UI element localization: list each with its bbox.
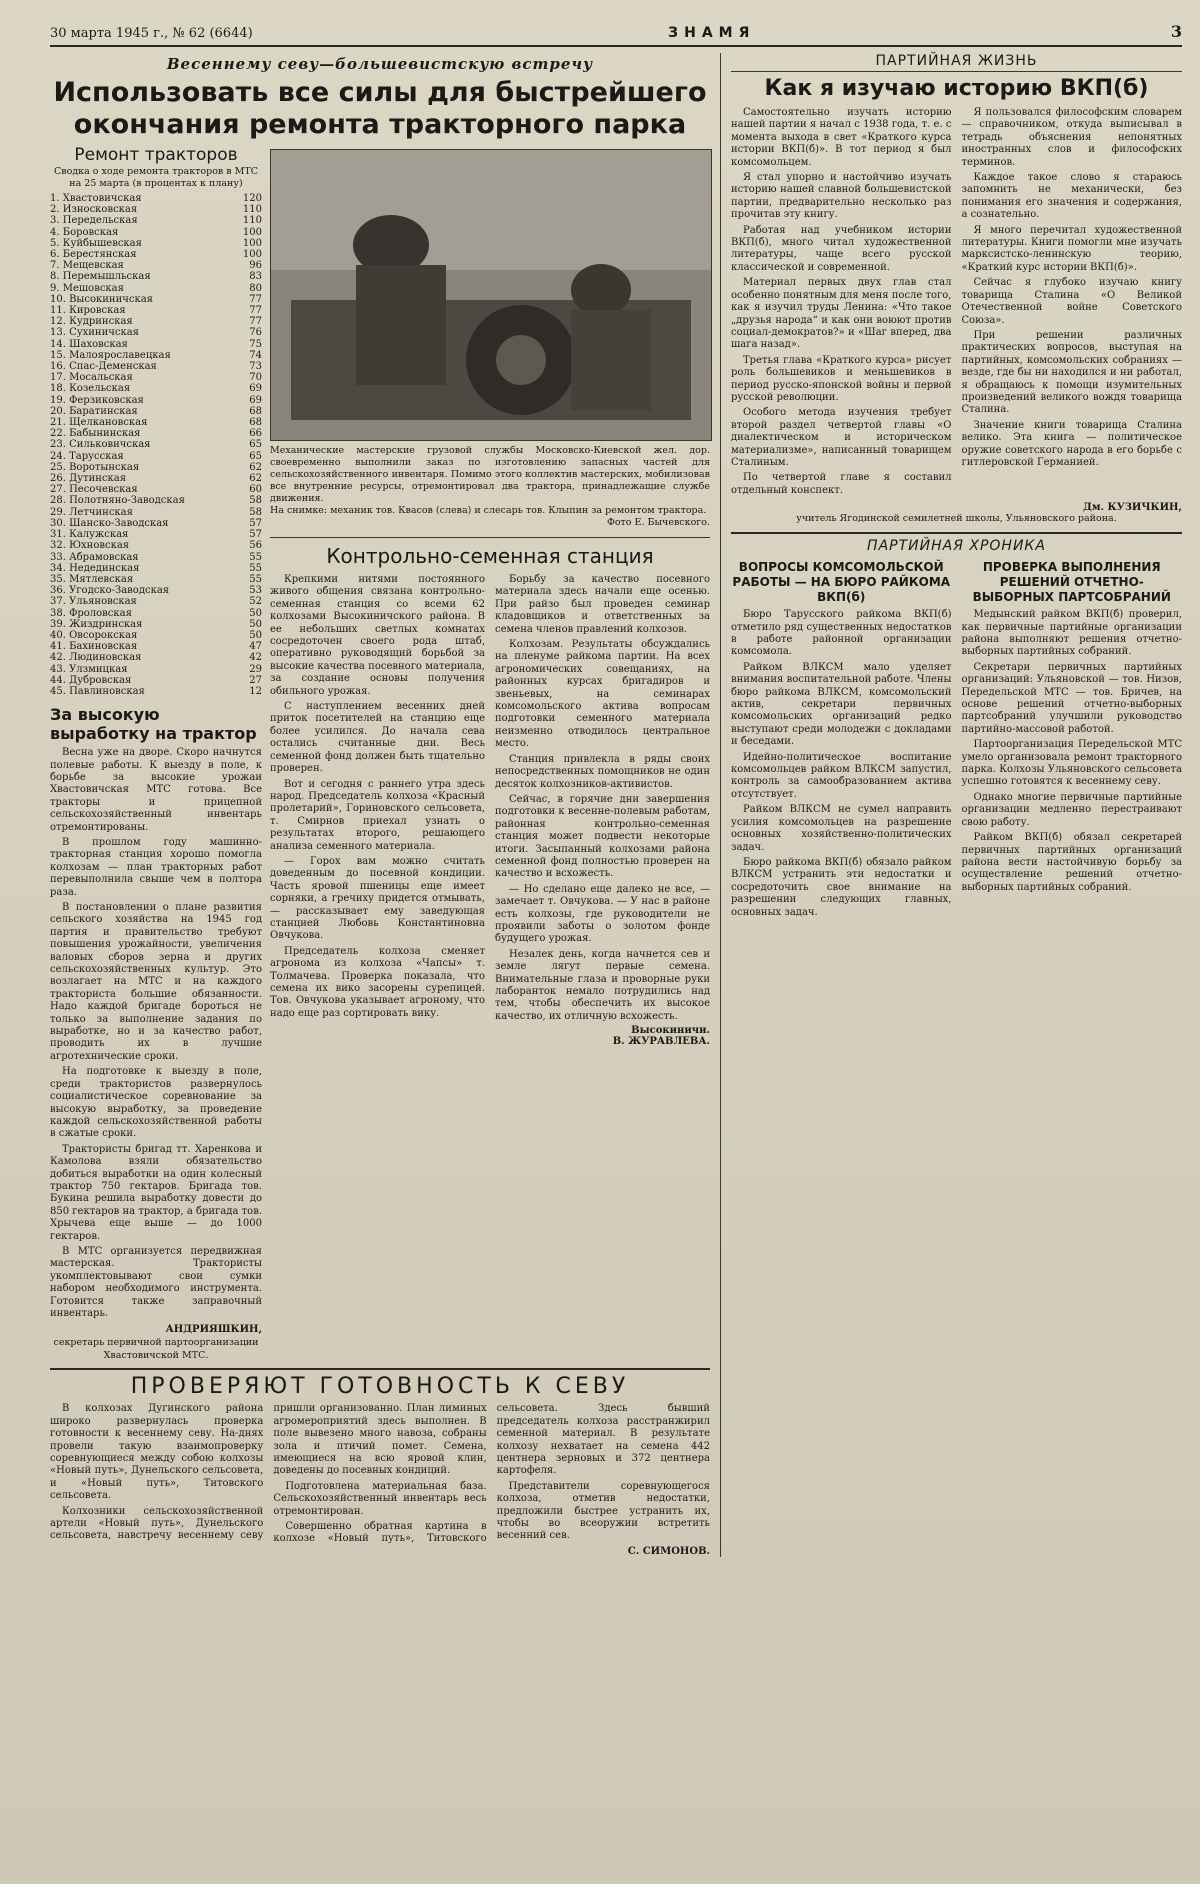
paragraph: В прошлом году машинно-тракторная станция хорошо помогла колхозам — план тракторных работ перевыполнила свыше чем в полтора раза. [50, 836, 262, 898]
mts-percent: 50 [249, 607, 262, 619]
mts-percent: 53 [249, 585, 262, 597]
slogan: Весеннему севу—большевистскую встречу [166, 55, 594, 73]
repair-row [50, 664, 262, 675]
paragraph: Партоорганизация Передельской МТС умело организовала ремонт тракторного парка. Колхозы Ульяновского сельсовета успешно готовятся к весеннему севу. [961, 739, 1182, 788]
repair-row [50, 406, 262, 417]
repair-row [50, 529, 262, 540]
repair-row [50, 305, 262, 316]
paragraph: Значение книги товарища Сталина велико. Эта книга — политическое оружие советского народа в его борьбе с гитлеровской Германией. [961, 419, 1182, 468]
paragraph: Райком ВЛКСМ не сумел направить усилия комсомольцев на разрешение основных хозяйственно-политических задач. [731, 804, 952, 853]
paragraph: — Но сделано еще далеко не все, — замечает т. Овчукова. — У нас в районе есть колхозы, где руководители не проявили заботы о золотом фонде будущего урожая. [495, 883, 710, 945]
narrow-column [50, 145, 262, 1362]
mts-percent: 65 [249, 450, 262, 462]
repair-row [50, 619, 262, 630]
paragraph: Председатель колхоза сменяет агронома из колхоза «Чапсы» т. Толмачева. Проверка показала, что семена их вико засорены сурепицей. Тов. Овчукова указывает агроному, что надо еще раз сортировать вику. [270, 945, 485, 1019]
party-life-rubric: ПАРТИЙНАЯ ЖИЗНЬ [731, 53, 1182, 72]
mts-name: 39. Жиздринская [50, 618, 143, 630]
mts-percent: 55 [249, 562, 262, 574]
repair-row [50, 395, 262, 406]
repair-row [50, 585, 262, 596]
repair-row [50, 686, 262, 697]
mts-name: 14. Шаховская [50, 338, 128, 350]
paragraph: Материал первых двух глав стал особенно понятным для меня после того, как я изучил труды Ленина: «Что такое „друзья народа“ и как они воюют против социал-демократов?» и «Шаг вперед, два шага назад». [731, 277, 952, 351]
paragraph: Особого метода изучения требует второй раздел четвертой главы «О диалектическом и историческом материализме», написанный товарищем Сталиным. [731, 407, 952, 468]
history-title: Как я изучаю историю ВКП(б) [764, 76, 1149, 101]
vysokaya-role: секретарь первичной партоорганизации Хвастовичской МТС. [53, 1337, 259, 1362]
mts-percent: 50 [249, 618, 262, 630]
mts-percent: 69 [249, 383, 262, 395]
paper-name: ЗНАМЯ [668, 25, 756, 41]
mts-percent: 57 [249, 529, 262, 541]
mts-percent: 68 [249, 417, 262, 429]
mts-name: 29. Летчинская [50, 506, 133, 518]
mts-name: 34. Недединская [50, 562, 140, 574]
vysokaya-author: АНДРИЯШКИН, [165, 1324, 262, 1336]
paragraph: Однако многие первичные партийные организации медленно перестраивают свою работу. [961, 791, 1182, 828]
mts-name: 38. Фроловская [50, 607, 132, 619]
mts-name: 19. Ферзиковская [50, 394, 144, 406]
ready-body [50, 1403, 710, 1545]
paragraph: Крепкими нитями постоянного живого общения связана контрольно-семенная станция со всеми 62 колхозами Высокиничского района. В ее небольших светлых комнатах сосредоточен своего рода штаб, оперативно руководящий борьбой за высокие качества посевного материала, за создание основы получения обильного урожая. [270, 574, 485, 697]
paragraph: Колхозам. Результаты обсуждались на пленуме райкома партии. На всех агрономических совещаниях, на районных курсах бригадиров и звеньевых, на семинарах комсомольского актива вопросам подготовки семенного материала неизменно отводилось центральное место. [495, 639, 710, 750]
mts-name: 3. Передельская [50, 215, 138, 227]
main-headline: Использовать все силы для быстрейшего окончания ремонта тракторного парка [53, 77, 707, 140]
paragraph: Подготовлена материальная база. Сельскохозяйственный инвентарь весь отремонтирован. [273, 1480, 487, 1517]
repair-row [50, 316, 262, 327]
mts-percent: 110 [242, 215, 262, 227]
repair-row [50, 271, 262, 282]
repair-row [50, 630, 262, 641]
paragraph: Незалек день, когда начнется сев и земле лягут первые семена. Внимательные глаза и проворные руки лаборанток немало потрудились над тем, чтобы обеспечить их высокое качество, их отличную всхожесть. [495, 948, 710, 1022]
komsomol-title: ВОПРОСЫ КОМСОМОЛЬСКОЙ РАБОТЫ — НА БЮРО РАЙКОМА ВКП(б) [732, 560, 951, 605]
repair-row [50, 327, 262, 338]
repair-table [50, 193, 262, 697]
photo-caption [270, 445, 710, 529]
mts-percent: 75 [249, 338, 262, 350]
mts-name: 13. Сухиничская [50, 327, 139, 339]
mts-percent: 100 [242, 249, 262, 261]
mts-name: 7. Мещевская [50, 260, 124, 272]
paragraph: Самостоятельно изучать историю нашей партии я начал с 1938 года, т. е. с момента выхода в свет «Краткого курса истории ВКП(б)». В тот период я был комсомольцем. [731, 107, 952, 168]
paragraph: На подготовке к выезду в поле, среди трактористов развернулось социалистическое соревнование за высокую выработку, за проведение каждой сельскохозяйственной работы в сжатые сроки. [50, 1066, 262, 1140]
station-author: В. ЖУРАВЛЕВА. [612, 1035, 710, 1047]
paragraph: Бюро Тарусского райкома ВКП(б) отметило ряд существенных недостатков в работе районной организации комсомола. [731, 609, 952, 658]
mts-percent: 42 [249, 652, 262, 664]
mts-percent: 77 [249, 316, 262, 328]
mts-percent: 100 [242, 237, 262, 249]
repair-row [50, 439, 262, 450]
mts-percent: 12 [249, 685, 262, 697]
paragraph: В МТС организуется передвижная мастерская. Трактористы укомплектовывают свои сумки набором необходимого инструмента. Готовится также заправочный инвентарь. [50, 1245, 262, 1320]
mts-percent: 83 [249, 271, 262, 283]
paragraph: С наступлением весенних дней приток посетителей на станцию еще более усилился. До начала сева остались считанные дни. Весь семенной фонд должен быть тщательно проверен. [270, 701, 485, 775]
repair-row [50, 350, 262, 361]
paragraph: Представители соревнующегося колхоза, отметив недостатки, предложили быстрее устранить их, чтобы во всеоружии встретить весенний сев. [496, 1480, 710, 1542]
page-number: 3 [1170, 22, 1182, 41]
repair-row [50, 428, 262, 439]
mts-percent: 70 [249, 372, 262, 384]
wide-column [270, 149, 710, 1362]
mts-name: 4. Боровская [50, 226, 119, 238]
station-title: Контрольно-семенная станция [270, 537, 710, 568]
repair-row [50, 484, 262, 495]
repair-row [50, 204, 262, 215]
check-title: ПРОВЕРКА ВЫПОЛНЕНИЯ РЕШЕНИЙ ОТЧЕТНО-ВЫБОРНЫХ ПАРТСОБРАНИЙ [972, 560, 1171, 605]
paragraph: В постановлении о плане развития сельского хозяйства на 1945 год партия и правительство требуют повышения урожайности, увеличения валовых сборов зерна и других сельскохозяйственных культур. Это возлагает на МТС и на каждого тракториста большие обязанности. Надо каждой бригаде бороться не только за выполнение задания по выработке, но и за качество работ, проводить их в лучшие агротехнические сроки. [50, 902, 262, 1062]
history-author: Дм. КУЗИЧКИН, [1082, 502, 1182, 514]
station-body [270, 574, 710, 1025]
mts-percent: 55 [249, 551, 262, 563]
mts-name: 23. Сильковичская [50, 439, 151, 451]
paragraph: Я стал упорно и настойчиво изучать историю нашей славной большевистской партии, предварительно несколько раз прочитав эту книгу. [731, 172, 952, 221]
repair-row [50, 518, 262, 529]
paragraph: Я много перечитал художественной литературы. Книги помогли мне изучать марксистско-ленинскую теорию, «Краткий курс истории ВКП(б)». [961, 224, 1182, 273]
mts-name: 31. Калужская [50, 529, 129, 541]
paragraph: Колхозники сельскохозяйственной артели «Новый путь», Дунельского сельсовета, навстречу весеннему севу пришли организованно. План лиминых агромероприятий здесь выполнен. В поле вывезено много навоза, собраны зола и птичий помет. Семена, имеющиеся на всю яровой клин, доведены до посевных кондиций. [50, 1403, 487, 1542]
photo-illustration [271, 150, 711, 440]
repair-row [50, 193, 262, 204]
mts-name: 36. Угодско-Заводская [50, 585, 170, 597]
repair-row [50, 283, 262, 294]
repair-row [50, 451, 262, 462]
repair-row [50, 552, 262, 563]
paragraph: Каждое такое слово я стараюсь запомнить не механически, без понимания его значения и содержания, а сознательно. [961, 172, 1182, 221]
mts-percent: 69 [249, 394, 262, 406]
repair-row [50, 361, 262, 372]
mts-name: 16. Спас-Деменская [50, 361, 157, 373]
mts-name: 42. Людиновская [50, 652, 142, 664]
paragraph: В колхозах Дугинского района широко развернулась проверка готовности к весеннему севу. На-днях провели такую взаимопроверку соревнующиеся между собою колхозы «Новый путь», Дунельского сельсовета, и «Новый путь», Титовского сельсовета. [50, 1403, 264, 1502]
mts-name: 43. Улзмицкая [50, 663, 128, 675]
paragraph: Вот и сегодня с раннего утра здесь народ. Председатель колхоза «Красный пролетарий», Гориновского сельсовета, т. Смирнов приехал узнать о результатах второго, решающего анализа семенного материала. [270, 778, 485, 852]
paragraph: Весна уже на дворе. Скоро начнутся полевые работы. К выезду в поле, к борьбе за высокие урожаи Хвастовичская МТС готова. Все тракторы и прицепной сельскохозяйственный инвентарь отремонтированы. [50, 747, 262, 833]
mts-name: 35. Мятлевская [50, 573, 134, 585]
paragraph: Третья глава «Краткого курса» рисует роль большевиков и меньшевиков в период русско-японской войны и первой русской революции. [731, 354, 952, 403]
mts-name: 45. Павлиновская [50, 685, 145, 697]
paragraph: Совершенно обратная картина в колхозе «Новый путь», Титовского сельсовета. Здесь бывший председатель колхоза расстранжирил семенной материал. В результате колхозу нехватает на семена 442 центнера зерновых и 372 центнера картофеля. [273, 1403, 710, 1545]
mts-percent: 50 [249, 629, 262, 641]
history-col-1 [731, 107, 952, 500]
mts-percent: 62 [249, 473, 262, 485]
repair-row [50, 652, 262, 663]
mts-percent: 100 [242, 226, 262, 238]
issue-date: 30 марта 1945 г., № 62 (6644) [50, 26, 253, 41]
paragraph: Сейчас, в горячие дни завершения подготовки к весенне-полевым работам, районная контрольно-семенная станция может подвести некоторые итоги. Засыпанный колхозами района семенной фонд полностью проверен на качество и всхожесть. [495, 793, 710, 880]
vysokaya-body [50, 747, 262, 1320]
paragraph: Работая над учебником истории ВКП(б), много читал художественной литературы, чаще всего русской классической и современной. [731, 224, 952, 273]
mts-name: 37. Ульяновская [50, 596, 137, 608]
repair-row [50, 383, 262, 394]
repair-row [50, 574, 262, 585]
mts-name: 5. Куйбышевская [50, 237, 142, 249]
mts-name: 27. Песочевская [50, 484, 138, 496]
mts-name: 30. Шанско-Заводская [50, 517, 169, 529]
repair-row [50, 641, 262, 652]
mts-percent: 77 [249, 293, 262, 305]
repair-row [50, 227, 262, 238]
repair-row [50, 238, 262, 249]
repair-row [50, 540, 262, 551]
repair-row [50, 675, 262, 686]
mts-name: 41. Бахиновская [50, 641, 138, 653]
mts-name: 8. Перемышльская [50, 271, 151, 283]
paragraph: Сейчас я глубоко изучаю книгу товарища Сталина «О Великой Отечественной войне Советского Союза». [961, 277, 1182, 326]
mts-percent: 66 [249, 428, 262, 440]
mts-name: 44. Дубровская [50, 674, 132, 686]
repair-row [50, 339, 262, 350]
paragraph: Я пользовался философским словарем — справочником, откуда выписывал в тетрадь объяснения непонятных иностранных слов и философских терминов. [961, 107, 1182, 168]
vysokaya-title: За высокую выработку на трактор [50, 705, 257, 744]
paragraph: Станция привлекла в ряды своих непосредственных помощников не один десяток колхозников-активистов. [495, 753, 710, 790]
left-section [50, 53, 710, 1557]
repair-row [50, 260, 262, 271]
repair-title: Ремонт тракторов [74, 145, 238, 165]
mts-percent: 27 [249, 674, 262, 686]
ready-author: С. СИМОНОВ. [627, 1545, 710, 1557]
mts-name: 11. Кировская [50, 305, 126, 317]
mts-name: 6. Берестянская [50, 249, 137, 261]
ready-title: ПРОВЕРЯЮТ ГОТОВНОСТЬ К СЕВУ [50, 1368, 710, 1399]
mts-name: 26. Дутинская [50, 473, 127, 485]
mts-percent: 56 [249, 540, 262, 552]
mts-percent: 47 [249, 641, 262, 653]
repair-row [50, 473, 262, 484]
right-section [720, 53, 1182, 1557]
mts-name: 21. Щелкановская [50, 417, 148, 429]
mts-name: 20. Баратинская [50, 405, 138, 417]
mts-name: 33. Абрамовская [50, 551, 139, 563]
paragraph: — Горох вам можно считать доведенным до посевной кондиции. Часть яровой пшеницы еще имеет сорняки, а гречиху придется отмывать, — рассказывает ему заведующая станцией Любовь Константиновна Овчукова. [270, 855, 485, 942]
paragraph: Бюро райкома ВКП(б) обязало райком ВЛКСМ устранить эти недостатки и сосредоточить свое внимание на разрешении следующих главных, основных задач. [731, 856, 952, 918]
mts-name: 1. Хвастовичская [50, 193, 142, 204]
mts-name: 25. Воротынская [50, 461, 140, 473]
paragraph: Борьбу за качество посевного материала здесь начали еще осенью. При райзо был проведен семинар кладовщиков и ответственных за семена членов правлений колхозов. [495, 574, 710, 635]
repair-row [50, 294, 262, 305]
mts-percent: 52 [249, 596, 262, 608]
mts-name: 17. Мосальская [50, 372, 133, 384]
mts-name: 32. Юхновская [50, 540, 130, 552]
mts-name: 22. Бабынинская [50, 428, 141, 440]
mts-percent: 120 [242, 193, 262, 204]
history-col-2 [962, 107, 1183, 500]
repair-row [50, 608, 262, 619]
mts-percent: 68 [249, 405, 262, 417]
mts-name: 40. Овсорокская [50, 629, 138, 641]
paragraph: Райком ВКП(б) обязал секретарей первичных партийных организаций района вести настойчивую борьбу за осуществление решений отчетно-выборных партийных собраний. [961, 832, 1182, 893]
repair-row [50, 372, 262, 383]
photo-credit: Фото Е. Бычевского. [606, 517, 710, 528]
mts-name: 28. Полотняно-Заводская [50, 495, 185, 507]
repair-row [50, 215, 262, 226]
mts-name: 2. Износковская [50, 204, 138, 216]
mts-name: 12. Кудринская [50, 316, 133, 328]
paragraph: Идейно-политическое воспитание комсомольцев райком ВЛКСМ запустил, контроль за самообразованием актива отсутствует. [731, 751, 952, 800]
mts-percent: 80 [249, 282, 262, 294]
komsomol-body [731, 609, 952, 919]
paragraph: Райком ВЛКСМ мало уделяет внимания воспитательной работе. Члены бюро райкома ВЛКСМ, комсомольский актив, секретари первичных комсомольских организаций редко выступают среди молодежи с докладами и беседами. [731, 661, 952, 748]
station-place: Высокиничи. [631, 1024, 710, 1036]
mts-name: 10. Высокиничская [50, 293, 153, 305]
repair-row [50, 495, 262, 506]
mts-percent: 74 [249, 349, 262, 361]
repair-row [50, 249, 262, 260]
paragraph: Трактористы бригад тт. Харенкова и Камолова взяли обязательство добиться выработки на один колесный трактор 750 гектаров. Бригада тов. Букина решила выработку довести до 850 гектаров на трактор, а бригада тов. Хрычева еще выше — до 1000 гектаров. [50, 1143, 262, 1242]
mts-percent: 29 [249, 663, 262, 675]
repair-row [50, 462, 262, 473]
caption-detail: На снимке: механик тов. Квасов (слева) и слесарь тов. Клыпин за ремонтом трактора. [270, 505, 707, 516]
mts-percent: 96 [249, 260, 262, 272]
mts-percent: 55 [249, 573, 262, 585]
paragraph: Секретари первичных партийных организаций: Ульяновской — тов. Низов, Передельской МТС — тов. Бричев, на основе решений отчетно-выборных партсобраний улучшили руководство партийно-массовой работой. [961, 661, 1182, 735]
mts-percent: 57 [249, 517, 262, 529]
mts-percent: 58 [249, 506, 262, 518]
repair-row [50, 507, 262, 518]
chronicle-rubric: ПАРТИЙНАЯ ХРОНИКА [731, 532, 1182, 554]
repair-row [50, 417, 262, 428]
mts-name: 9. Мешовская [50, 282, 124, 294]
paragraph: По четвертой главе я составил отдельный конспект. [731, 472, 952, 496]
check-body [962, 609, 1183, 894]
mts-name: 18. Козельская [50, 383, 131, 395]
masthead [50, 22, 1182, 47]
mts-name: 15. Малоярославецкая [50, 349, 171, 361]
mts-percent: 76 [249, 327, 262, 339]
caption-main: Механические мастерские грузовой службы Московско-Киевской жел. дор. своевременно выполнили заказ по изготовлению запасных частей для сельскохозяйственного инвентаря. Помимо этого коллектив мастерских, мобилизовав все внутренние ресурсы, отремонтировал два трактора, принадлежащие службе движения. [270, 445, 710, 504]
mts-percent: 65 [249, 439, 262, 451]
history-role: учитель Ягодинской семилетней школы, Ульяновского района. [796, 513, 1117, 525]
mts-percent: 62 [249, 461, 262, 473]
tractor-repair-photo [270, 149, 712, 441]
mts-percent: 58 [249, 495, 262, 507]
mts-percent: 110 [242, 204, 262, 216]
repair-row [50, 563, 262, 574]
mts-percent: 77 [249, 305, 262, 317]
paragraph: При решении различных практических вопросов, выступая на партийных, комсомольских собраниях — везде, где бы ни находился и ни работал, я обращаюсь к помощи изумительных произведений великого вождя товарища Сталина. [961, 329, 1182, 416]
repair-summary: Сводка о ходе ремонта тракторов в МТС на 25 марта (в процентах к плану) [54, 166, 258, 189]
mts-percent: 73 [249, 361, 262, 373]
mts-percent: 60 [249, 484, 262, 496]
mts-name: 24. Тарусская [50, 450, 124, 462]
paragraph: Медынский райком ВКП(б) проверил, как первичные партийные организации района выполняют решения отчетно-выборных партийных собраний. [961, 609, 1182, 658]
repair-row [50, 596, 262, 607]
